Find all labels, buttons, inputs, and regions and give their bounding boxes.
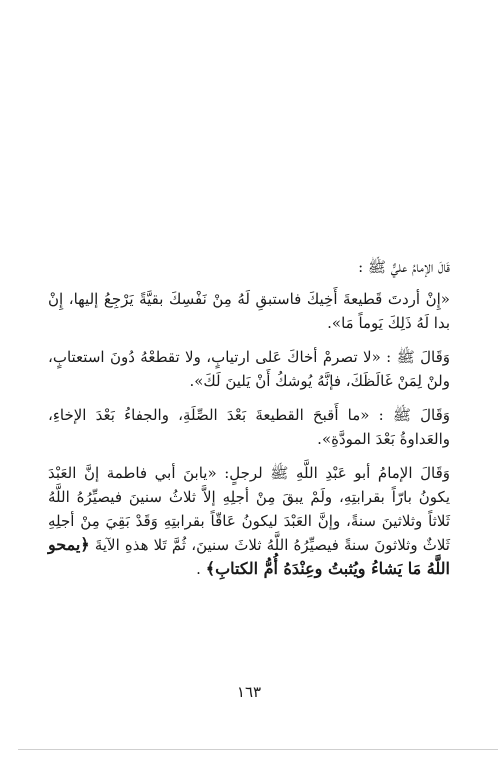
bottom-divider [18,749,498,750]
quranic-verse: ﴿يمحو اللَّهُ مَا يَشاءُ ويُثبتُ وعِنْدَهُ أُمُّ الكتابِ﴾ [48,535,450,578]
paragraph-4 [48,461,450,581]
paragraph-3: وَقَالَ ﷺ : «ما أَقبحَ القطيعةَ بَعْدَ الصِّلَةِ، والجفاءُ بَعْدَ الإخاءِ، والعَداوةُ بَعْدَ المودَّةِ». [48,406,450,448]
paragraph-4-text: وَقَالَ الإمامُ أبو عَبْدِ اللَّهِ ﷺ لرجلٍ: «يابنَ أبي فاطمة إنَّ العَبْدَ يكونُ بارّاً بقرابتِهِ، ولَمْ يبقَ مِنْ أجلِهِ إلاَّ ثلاثُ سنينَ فيصيِّرُهُ اللَّهُ ثَلاثاً وثلاثينَ سنةً، وإنَّ العَبْدَ ليكونُ عَاقّاً بقرابتِهِ وَقَدْ بَقِيَ مِنْ أجلِهِ ثَلاثٌ وثلاثونَ سنةً فيصيِّرُهُ اللَّهُ ثلاثَ سنينَ، ثُمَّ تَلا هذهِ الآيةَ [48,464,450,554]
verse-end-punct: . [196,560,201,578]
paragraph-1: «إِنْ أردتَ قَطيعةَ أَخِيكَ فاستبقِ لَهُ مِنْ نَفْسِكَ بقيَّةً يَرْجِعُ إليها، إِنْ بدا لَهُ ذَلِكَ يَوماً مَا». [48,290,450,332]
body-text [48,255,450,591]
paragraph-2: وَقَالَ ﷺ : «لا تصرمْ أخاكَ عَلى ارتيابٍ، ولا تقطعْهُ دُونَ استعتابٍ، ولنْ لِمَنْ غَالَظَكَ، فإنَّهُ يُوشكُ أَنْ يَلينَ لَكَ». [48,348,450,390]
paragraph-heading: قَالَ الإمامُ عليٌّ ﷺ : [358,258,450,276]
page-number: ١٦٣ [236,683,262,701]
